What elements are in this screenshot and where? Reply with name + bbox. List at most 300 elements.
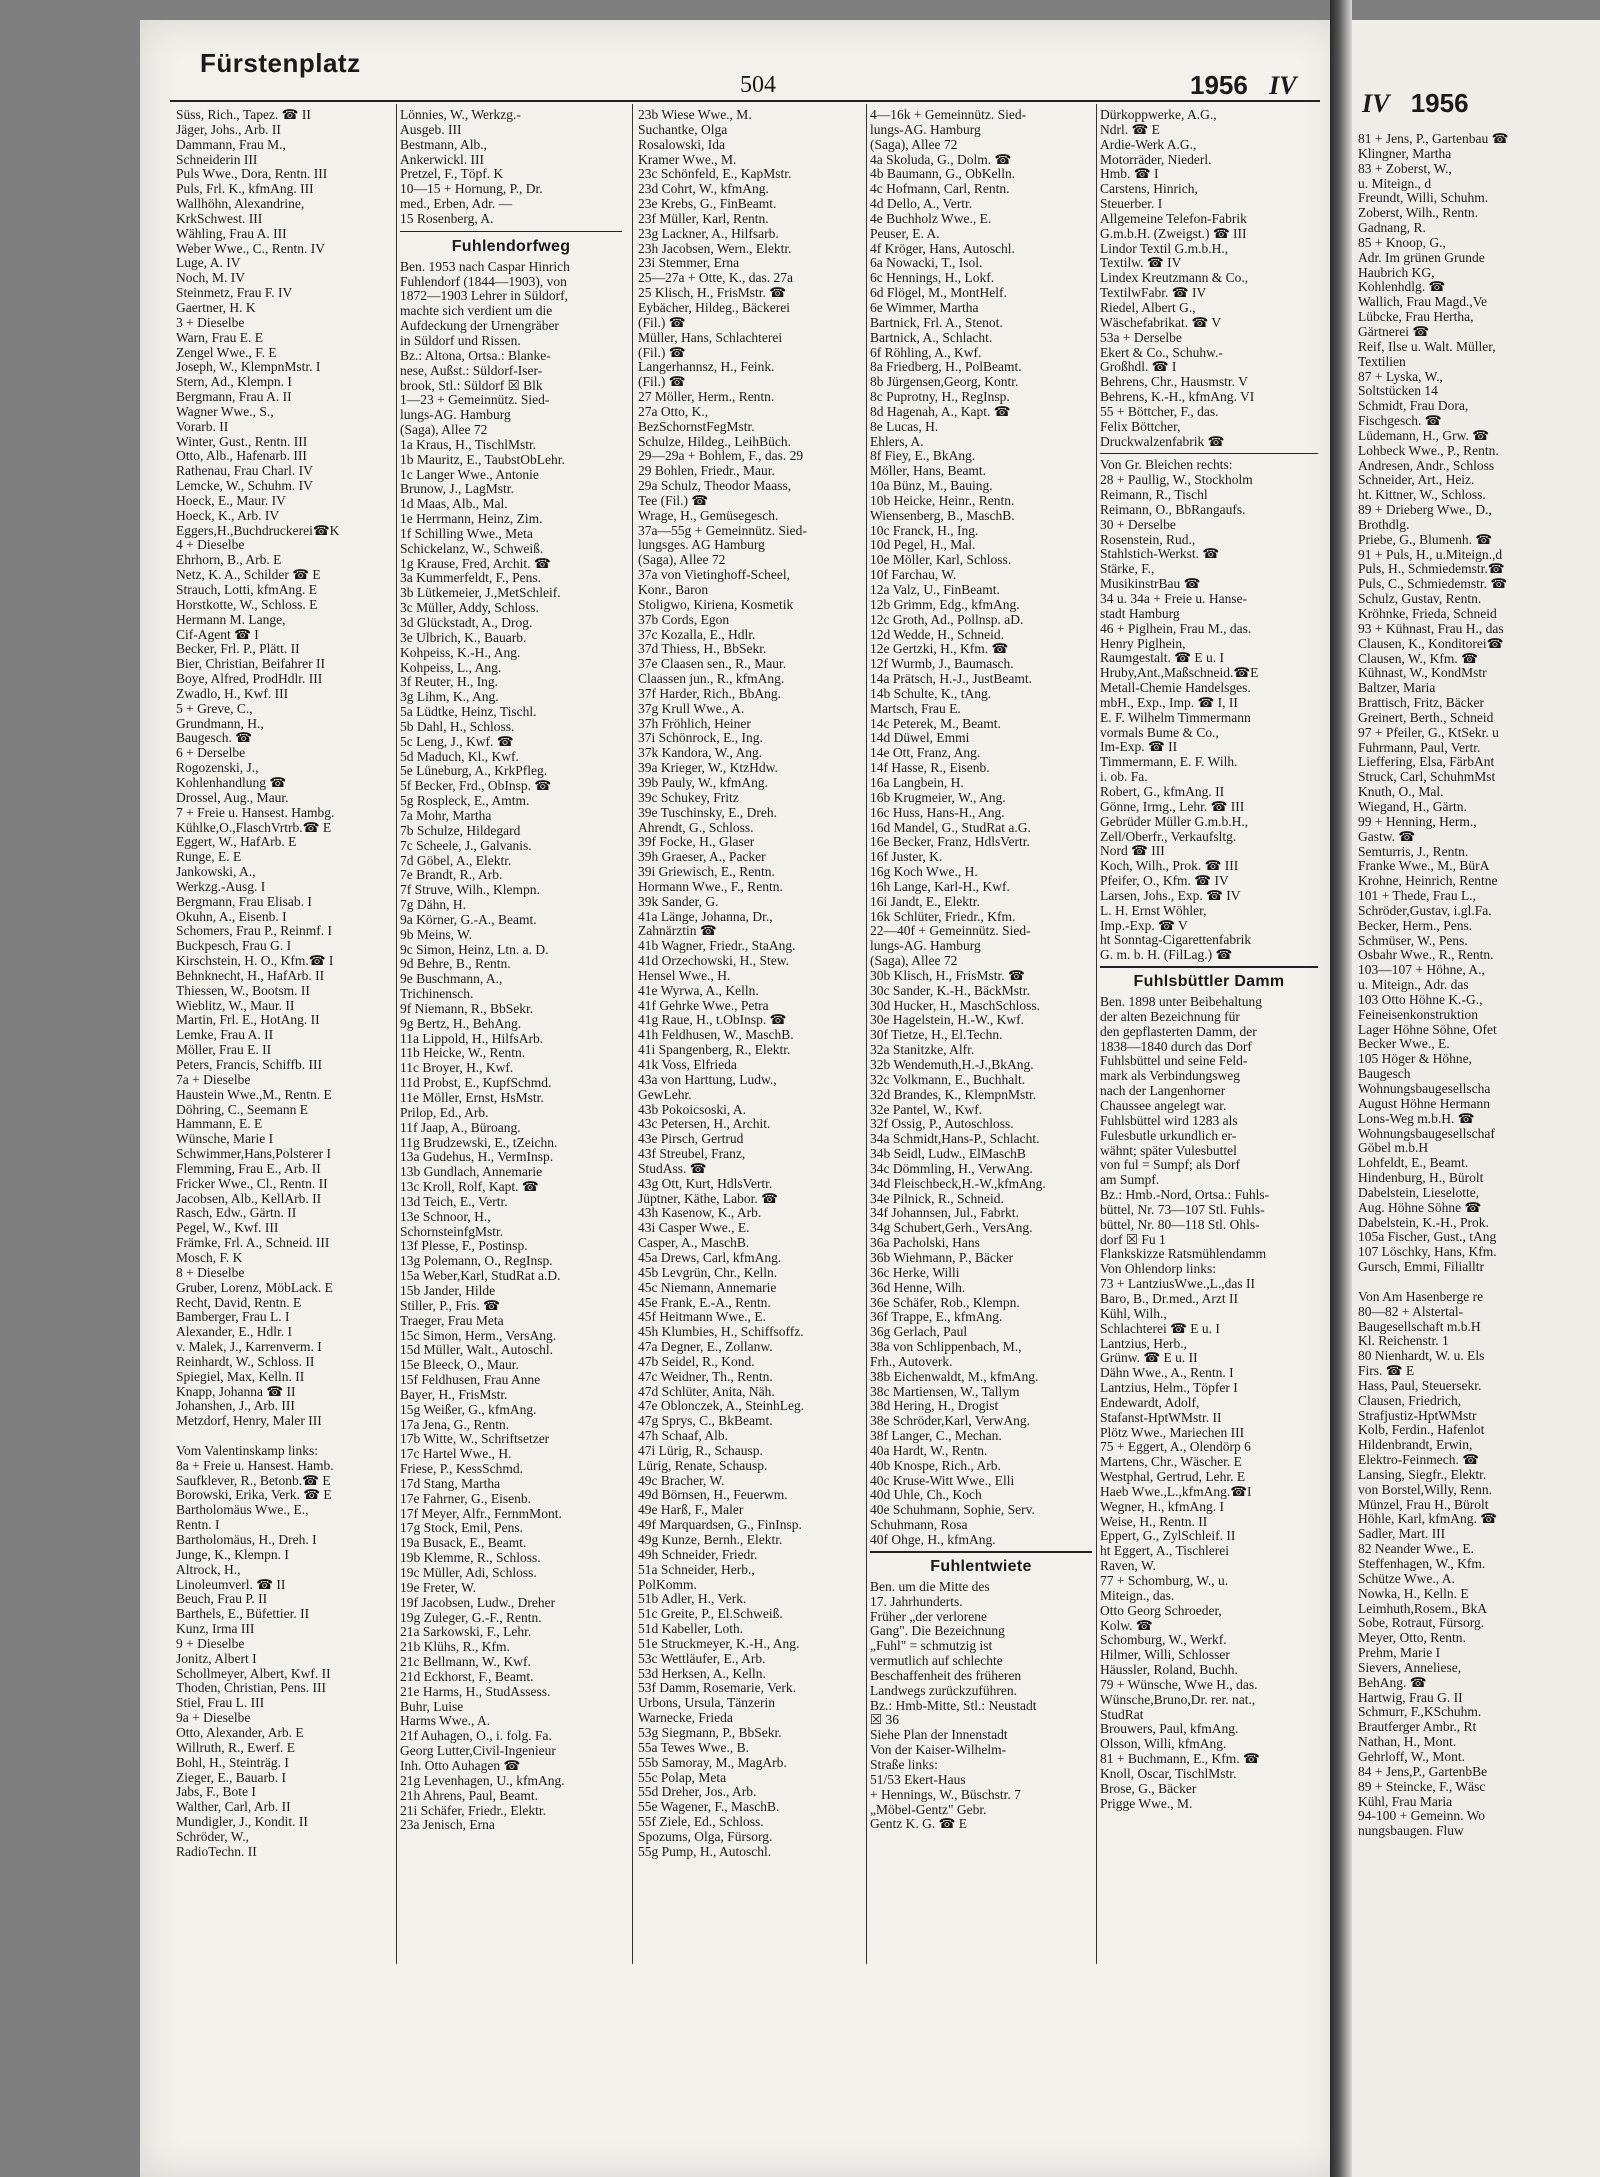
directory-entry: KrkSchwest. III <box>176 211 263 226</box>
directory-entry: 1e Herrmann, Heinz, Zim. <box>400 512 543 527</box>
directory-entry: 8f Fiey, E., BkAng. <box>870 449 976 464</box>
directory-entry: 23g Lackner, A., Hilfsarb. <box>638 226 779 241</box>
directory-entry: 12d Wedde, H., Schneid. <box>870 627 1005 642</box>
directory-entry: Werkzg.-Ausg. I <box>176 879 266 894</box>
directory-entry: 37a von Vietinghoff-Scheel, <box>638 568 791 583</box>
right-page-header <box>1362 88 1469 119</box>
directory-entry: Leimhuth,Rosem., BkA <box>1358 1601 1487 1616</box>
directory-entry: SchornsteinfgMstr. <box>400 1224 504 1239</box>
directory-entry: 43i Casper Wwe., E. <box>638 1221 750 1236</box>
directory-entry: Thoden, Christian, Pens. III <box>176 1681 326 1696</box>
directory-entry: Sobe, Rotraut, Fürsorg. <box>1358 1616 1485 1631</box>
directory-entry: Lürig, Renate, Schausp. <box>638 1458 768 1473</box>
directory-entry: Bohl, H., Steinträg. I <box>176 1755 289 1770</box>
directory-entry: Raven, W. <box>1100 1559 1156 1574</box>
directory-entry: Strauch, Lotti, kfmAng. E <box>176 583 317 597</box>
directory-entry: 6a Nowacki, T., Isol. <box>870 256 983 271</box>
directory-entry: 16f Juster, K. <box>870 850 943 865</box>
column-divider <box>632 104 633 1964</box>
directory-entry: Steuerber. I <box>1100 197 1163 212</box>
directory-entry: Kl. Reichenstr. 1 <box>1358 1334 1449 1349</box>
directory-entry: Soltstücken 14 <box>1358 384 1438 399</box>
directory-entry: Otto, Alexander, Arb. E <box>176 1725 304 1740</box>
directory-entry: G.m.b.H. (Zweigst.) ☎ III <box>1100 226 1247 241</box>
directory-entry: 11d Probst, E., KupfSchmd. <box>400 1076 552 1091</box>
directory-entry: 34e Pilnick, R., Schneid. <box>870 1191 1004 1206</box>
directory-entry: Schröder,Gustav, i.gl.Fa. <box>1358 903 1492 918</box>
directory-entry: med., Erben, Adr. — <box>400 197 513 212</box>
directory-entry: 8a Friedberg, H., PolBeamt. <box>870 360 1022 375</box>
directory-entry: 43f Streubel, Franz, <box>638 1147 746 1162</box>
column-2 <box>400 108 622 1833</box>
directory-entry: Zieger, E., Bauarb. I <box>176 1770 287 1785</box>
directory-entry: Steffenhagen, W., Kfm. <box>1358 1557 1486 1571</box>
directory-entry: 4d Dello, A., Vertr. <box>870 197 973 212</box>
column-5 <box>1100 108 1318 1812</box>
directory-entry: Haubrich KG, <box>1358 265 1435 280</box>
directory-entry: Grünw. ☎ E u. II <box>1100 1351 1198 1366</box>
directory-entry: machte sich verdient um die <box>400 304 553 319</box>
directory-entry: Klingner, Martha <box>1358 146 1452 161</box>
directory-entry: Hmb. ☎ I <box>1100 167 1159 182</box>
directory-entry: Prigge Wwe., M. <box>1100 1796 1193 1811</box>
directory-entry: Thiessen, W., Bootsm. II <box>176 983 310 998</box>
directory-entry: 34a Schmidt,Hans-P., Schlacht. <box>870 1132 1040 1147</box>
directory-entry: 36e Schäfer, Rob., Klempn. <box>870 1295 1020 1310</box>
directory-entry: Wrage, H., Gemüsegesch. <box>638 508 779 523</box>
directory-entry: 32a Stanitzke, Alfr. <box>870 1043 975 1058</box>
directory-entry: Großhdl. ☎ I <box>1100 360 1177 375</box>
directory-entry: 11e Möller, Ernst, HsMstr. <box>400 1091 544 1105</box>
directory-entry: Reimann, O., BbRangaufs. <box>1100 502 1246 517</box>
directory-entry: 39i Griewisch, E., Rentn. <box>638 865 775 880</box>
directory-entry: 15g Weißer, G., kfmAng. <box>400 1402 537 1417</box>
directory-entry: 12e Gertzki, H., Kfm. ☎ <box>870 642 1009 657</box>
directory-entry: 27 Möller, Herm., Rentn. <box>638 390 775 405</box>
directory-entry: (Saga), Allee 72 <box>400 423 488 438</box>
directory-entry: 40b Knospe, Rich., Arb. <box>870 1458 1001 1473</box>
directory-entry: Otto, Alb., Hafenarb. III <box>176 449 307 464</box>
directory-entry: 84 + Jens,P., GartenbBe <box>1358 1764 1488 1779</box>
directory-entry: 6e Wimmer, Martha <box>870 300 979 315</box>
directory-entry: Strafjustiz-HptWMstr <box>1358 1408 1477 1423</box>
directory-entry: Münzel, Frau H., Bürolt <box>1358 1497 1489 1512</box>
directory-entry: 17a Jena, G., Rentn. <box>400 1417 510 1432</box>
directory-entry: Pfeifer, O., Kfm. ☎ IV <box>1100 874 1229 889</box>
directory-entry: August Höhne Hermann <box>1358 1096 1490 1111</box>
directory-entry: Ben. 1953 nach Caspar Hinrich <box>400 259 570 274</box>
directory-entry: Horstkotte, W., Schloss. E <box>176 597 318 612</box>
directory-entry: Hensel Wwe., H. <box>638 968 731 983</box>
directory-entry: 105a Fischer, Gust., tAng <box>1358 1230 1497 1245</box>
directory-entry: Adr. Im grünen Grunde <box>1358 250 1485 265</box>
directory-entry: Brose, G., Bäcker <box>1100 1781 1197 1796</box>
directory-entry: Von Ohlendorp links: <box>1100 1262 1217 1277</box>
directory-entry: Göbel m.b.H <box>1358 1141 1429 1156</box>
directory-entry: Schlachterei ☎ E u. I <box>1100 1321 1220 1336</box>
directory-entry: 15b Jander, Hilde <box>400 1283 496 1298</box>
directory-entry: 37i Schönrock, E., Ing. <box>638 731 763 746</box>
directory-entry: 53a + Derselbe <box>1100 330 1182 345</box>
directory-entry: 49d Börnsen, H., Feuerwm. <box>638 1488 788 1503</box>
directory-entry: 21f Auhagen, O., i. folg. Fa. <box>400 1729 552 1744</box>
directory-entry: 37k Kandora, W., Ang. <box>638 746 763 761</box>
directory-entry: 12b Grimm, Edg., kfmAng. <box>870 597 1020 612</box>
directory-entry: 29—29a + Bohlem, F., das. 29 <box>638 449 804 464</box>
directory-entry: Felix Böttcher, <box>1100 419 1181 434</box>
directory-entry: 8d Hagenah, A., Kapt. ☎ <box>870 404 1011 419</box>
directory-entry: Bz.: Hmb.-Nord, Ortsa.: Fuhls- <box>1100 1188 1270 1203</box>
directory-entry: Prehm, Marie I <box>1358 1646 1441 1661</box>
directory-entry: 39c Schukey, Fritz <box>638 790 739 805</box>
directory-entry: Weber Wwe., C., Rentn. IV <box>176 241 326 256</box>
directory-entry: 5g Rospleck, E., Amtm. <box>400 794 530 809</box>
directory-entry: Kohpeiss, L., Ang. <box>400 660 502 675</box>
directory-entry: 6 + Derselbe <box>176 746 246 761</box>
directory-entry: Höhle, Karl, kfmAng. ☎ <box>1358 1512 1498 1527</box>
directory-entry: Junge, K., Klempn. I <box>176 1547 289 1562</box>
directory-entry: Früher „der verlorene <box>870 1609 987 1624</box>
directory-entry: Bartholomäus, H., Dreh. I <box>176 1533 317 1547</box>
directory-entry: Wäschefabrikat. ☎ V <box>1100 315 1222 330</box>
directory-entry: 83 + Zoberst, W., <box>1358 161 1452 176</box>
directory-entry: Lübcke, Frau Hertha, <box>1358 310 1474 325</box>
directory-entry: Suchantke, Olga <box>638 122 728 137</box>
directory-entry: Metzdorf, Henry, Maler III <box>176 1414 322 1429</box>
directory-entry: 6c Hennings, H., Lokf. <box>870 271 995 286</box>
directory-entry: Ankerwickl. III <box>400 152 484 167</box>
page-number: 504 <box>740 72 776 98</box>
directory-entry: 28 + Paullig, W., Stockholm <box>1100 473 1253 488</box>
directory-entry: Eppert, G., ZylSchleif. II <box>1100 1529 1236 1544</box>
directory-entry: Ndrl. ☎ E <box>1100 122 1160 137</box>
directory-entry: 41k Voss, Elfrieda <box>638 1058 737 1072</box>
directory-entry <box>176 1429 384 1444</box>
directory-entry: Schmüser, W., Pens. <box>1358 933 1468 948</box>
directory-entry: Puls, Frl. K., kfmAng. III <box>176 182 314 197</box>
directory-entry: Becker Wwe., E. <box>1358 1037 1450 1052</box>
directory-entry: 53d Herksen, A., Kelln. <box>638 1666 766 1681</box>
directory-entry: 37b Cords, Egon <box>638 612 730 627</box>
directory-entry: Möller, Frau E. II <box>176 1043 272 1058</box>
directory-entry: Ben. 1898 unter Beibehaltung <box>1100 995 1262 1010</box>
directory-entry: 5 + Greve, C., <box>176 701 253 716</box>
directory-entry: 75 + Eggert, A., Olendörp 6 <box>1100 1440 1251 1455</box>
directory-entry: Stiller, P., Fris. ☎ <box>400 1298 500 1313</box>
directory-entry: 55 + Böttcher, F., das. <box>1100 404 1219 419</box>
directory-entry: Riedel, Albert G., <box>1100 300 1196 315</box>
directory-entry: Hormann Wwe., F., Rentn. <box>638 879 783 894</box>
directory-entry: 47b Seidel, R., Kond. <box>638 1354 755 1369</box>
directory-entry: Harms Wwe., A. <box>400 1714 491 1729</box>
directory-entry: Prilop, Ed., Arb. <box>400 1105 489 1120</box>
directory-entry: 47i Lürig, R., Schausp. <box>638 1443 763 1458</box>
directory-entry: 47e Oblonczek, A., SteinhLeg. <box>638 1399 805 1414</box>
section-rule <box>400 231 622 232</box>
directory-entry: 107 Löschky, Hans, Kfm. <box>1358 1245 1497 1260</box>
directory-entry: Jüptner, Käthe, Labor. ☎ <box>638 1191 778 1206</box>
section-rule <box>1100 966 1318 968</box>
directory-entry: Peuser, E. A. <box>870 226 940 241</box>
directory-entry: 55g Pump, H., Autoschl. <box>638 1844 772 1859</box>
directory-entry: 15 Rosenberg, A. <box>400 211 494 226</box>
directory-entry: 43c Petersen, H., Archit. <box>638 1117 771 1132</box>
directory-entry: 49g Kunze, Bernh., Elektr. <box>638 1533 783 1547</box>
directory-entry: Kühlke,O.,FlaschVrtrb.☎ E <box>176 820 332 835</box>
directory-entry: Im-Exp. ☎ II <box>1100 740 1178 755</box>
directory-entry: 39h Graeser, A., Packer <box>638 850 766 865</box>
directory-entry: 17c Hartel Wwe., H. <box>400 1447 512 1462</box>
directory-entry: 80—82 + Alstertal- <box>1358 1304 1464 1319</box>
directory-entry: 6d Flögel, M., MontHelf. <box>870 286 1007 301</box>
directory-entry: 97 + Pfeiler, G., KtSekr. u <box>1358 725 1499 740</box>
directory-entry: Bergmann, Frau A. II <box>176 390 292 405</box>
directory-entry: 10e Möller, Karl, Schloss. <box>870 553 1012 568</box>
directory-entry: 41a Länge, Johanna, Dr., <box>638 909 773 924</box>
directory-entry: 7b Schulze, Hildegard <box>400 823 521 838</box>
directory-entry: MusikinstrBau ☎ <box>1100 577 1201 592</box>
directory-entry: Metall-Chemie Handelsges. <box>1100 681 1251 696</box>
directory-entry: 19g Zuleger, G.-F., Rentn. <box>400 1610 542 1625</box>
directory-entry: Chaussee angelegt war. <box>1100 1099 1227 1113</box>
directory-entry: Textilw. ☎ IV <box>1100 256 1182 271</box>
directory-entry: 13d Teich, E., Vertr. <box>400 1194 508 1209</box>
directory-entry: 23b Wiese Wwe., M. <box>638 108 752 122</box>
directory-entry: nungsbaugen. Fluw <box>1358 1824 1464 1839</box>
directory-entry: Eybächer, Hildeg., Bäckerei <box>638 300 791 315</box>
directory-entry: Wiensenberg, B., MaschB. <box>870 508 1015 523</box>
directory-entry: ☒ 36 <box>870 1713 899 1728</box>
directory-entry: 41f Gehrke Wwe., Petra <box>638 998 769 1013</box>
directory-entry: 16e Becker, Franz, HdlsVertr. <box>870 835 1030 850</box>
directory-entry: am Sumpf. <box>1100 1173 1160 1188</box>
directory-entry: 73 + LantziusWwe.,L.,das II <box>1100 1277 1255 1292</box>
directory-entry: Fuhlsbüttel und seine Feld- <box>1100 1054 1248 1069</box>
directory-entry: Lager Höhne Söhne, Ofet <box>1358 1022 1497 1037</box>
directory-entry: Rosenstein, Rud., <box>1100 532 1196 547</box>
directory-entry: 11c Broyer, H., Kwf. <box>400 1061 514 1076</box>
directory-entry: 23c Schönfeld, E., KapMstr. <box>638 167 792 182</box>
directory-entry: Hruby,Ant.,Maßschneid.☎E <box>1100 666 1259 681</box>
directory-entry: Stafanst-HptWMstr. II <box>1100 1410 1222 1425</box>
directory-entry: Främke, Frl. A., Schneid. III <box>176 1236 330 1251</box>
directory-entry: Wegner, H., kfmAng. I <box>1100 1499 1224 1514</box>
directory-entry: Baugesellschaft m.b.H <box>1358 1319 1481 1334</box>
directory-entry: 3b Lütkemeier, J.,MetSchleif. <box>400 586 561 601</box>
directory-entry: Zoberst, Wilh., Rentn. <box>1358 206 1478 221</box>
directory-entry: 23a Jenisch, Erna <box>400 1818 495 1833</box>
directory-entry: Behrens, K.-H., kfmAng. VI <box>1100 390 1255 405</box>
directory-entry: 17. Jahrhunderts. <box>870 1594 963 1609</box>
directory-entry: Mundigler, J., Kondit. II <box>176 1815 308 1830</box>
street-heading: Fuhlentwiete <box>930 1557 1032 1575</box>
directory-entry: 4f Kröger, Hans, Autoschl. <box>870 241 1015 256</box>
directory-entry: lungs-AG. Hamburg <box>400 408 511 423</box>
directory-entry: 55c Polap, Meta <box>638 1770 727 1785</box>
directory-entry: 41e Wyrwa, A., Kelln. <box>638 983 759 998</box>
directory-entry: (Saga), Allee 72 <box>870 954 958 969</box>
directory-entry: brook, Stl.: Süldorf ☒ Blk <box>400 378 543 393</box>
directory-entry: lungs-AG. Hamburg <box>870 939 981 954</box>
directory-entry: 25—27a + Otte, K., das. 27a <box>638 271 793 286</box>
directory-entry: 37f Harder, Rich., BbAng. <box>638 686 782 701</box>
directory-entry: Kirschstein, H. O., Kfm.☎ I <box>176 954 334 969</box>
directory-entry: Georg Lutter,Civil-Ingenieur <box>400 1744 556 1759</box>
directory-entry: Altrock, H., <box>176 1562 241 1577</box>
directory-entry: (Fil.) ☎ <box>638 375 686 390</box>
directory-entry: 17g Stock, Emil, Pens. <box>400 1521 524 1536</box>
directory-entry: L. H. Ernst Wöhler, <box>1100 903 1207 918</box>
directory-entry: Flankskizze Ratsmühlendamm <box>1100 1247 1267 1262</box>
directory-entry: Warn, Frau E. E <box>176 330 264 345</box>
directory-entry: Bartholomäus Wwe., E., <box>176 1503 309 1518</box>
directory-entry: 9e Buschmann, A., <box>400 972 503 987</box>
directory-entry: Ardie-Werk A.G., <box>1100 137 1197 152</box>
directory-entry: (Fil.) ☎ <box>638 315 686 330</box>
directory-entry: Bestmann, Alb., <box>400 137 487 152</box>
directory-entry: i. ob. Fa. <box>1100 770 1148 785</box>
directory-entry: Stern, Ad., Klempn. I <box>176 375 292 390</box>
directory-entry: lungsges. AG Hamburg <box>638 538 765 553</box>
directory-entry: Winter, Gust., Rentn. III <box>176 434 308 449</box>
directory-entry: Bayer, H., FrisMstr. <box>400 1387 508 1402</box>
directory-entry: Tee (Fil.) ☎ <box>638 493 709 508</box>
directory-entry: Drossel, Aug., Maur. <box>176 790 289 805</box>
directory-entry: Frh., Autoverk. <box>870 1354 953 1369</box>
directory-entry: Wieblitz, W., Maur. II <box>176 998 295 1013</box>
directory-entry: 5d Maduch, Kl., Kwf. <box>400 749 519 764</box>
directory-entry: 17f Meyer, Alfr., FernmMont. <box>400 1506 562 1521</box>
directory-entry: 23f Müller, Karl, Rentn. <box>638 211 769 226</box>
directory-entry: Kohpeiss, K.-H., Ang. <box>400 645 521 660</box>
directory-entry: u. Miteign., Adr. das <box>1358 978 1469 993</box>
directory-entry: Osbahr Wwe., R., Rentn. <box>1358 948 1494 963</box>
directory-entry: dorf ☒ Fu 1 <box>1100 1232 1166 1247</box>
directory-entry: Kühl, Wilh., <box>1100 1306 1167 1321</box>
directory-entry: von ful = Sumpf; als Dorf <box>1100 1158 1240 1173</box>
directory-entry: 32f Ossig, P., Autoschloss. <box>870 1117 1014 1132</box>
directory-entry: 4 + Dieselbe <box>176 538 245 553</box>
directory-entry: 77 + Schomburg, W., u. <box>1100 1574 1229 1588</box>
directory-entry: 3g Lihm, K., Ang. <box>400 690 499 705</box>
directory-entry: Eggers,H.,Buchdruckerei☎K <box>176 523 340 538</box>
directory-entry: 16h Lange, Karl-H., Kwf. <box>870 879 1010 894</box>
directory-entry: Reif, Ilse u. Walt. Müller, <box>1358 339 1496 354</box>
directory-entry: Lohfeldt, E., Beamt. <box>1358 1156 1469 1171</box>
directory-entry: Struck, Carl, SchuhmMst <box>1358 770 1496 785</box>
directory-entry: Lüdemann, H., Grw. ☎ <box>1358 428 1490 443</box>
directory-entry: 40e Schuhmann, Sophie, Serv. <box>870 1503 1035 1518</box>
directory-entry: 4b Baumann, G., ObKelln. <box>870 167 1016 182</box>
directory-entry: Lansing, Siegfr., Elektr. <box>1358 1467 1487 1482</box>
directory-entry: Gentz K. G. ☎ E <box>870 1817 968 1832</box>
directory-entry: 14e Ott, Franz, Ang. <box>870 746 981 761</box>
directory-entry: 30 + Derselbe <box>1100 517 1176 532</box>
directory-entry: 47a Degner, E., Zollanw. <box>638 1340 773 1355</box>
directory-entry: Gönne, Irmg., Lehr. ☎ III <box>1100 799 1245 814</box>
directory-entry: Claassen jun., R., kfmAng. <box>638 672 785 687</box>
directory-entry: Johanshen, J., Arb. III <box>176 1399 295 1414</box>
directory-entry: von Borstel,Willy, Renn. <box>1358 1482 1492 1497</box>
directory-entry: 16i Jandt, E., Elektr. <box>870 894 980 909</box>
right-page-year: 1956 <box>1410 88 1469 118</box>
directory-entry: 43e Pirsch, Gertrud <box>638 1132 744 1147</box>
directory-entry: 7e Brandt, R., Arb. <box>400 868 503 883</box>
directory-entry: Fuhlendorf (1844—1903), von <box>400 274 567 289</box>
directory-entry: 1—23 + Gemeinnütz. Sied- <box>400 393 550 408</box>
section-rule <box>1100 453 1318 454</box>
directory-entry: 30b Klisch, H., FrisMstr. ☎ <box>870 968 1025 983</box>
directory-entry: 43h Kasenow, K., Arb. <box>638 1206 762 1221</box>
directory-entry: Motorräder, Niederl. <box>1100 152 1212 167</box>
directory-entry: 17d Stang, Martha <box>400 1476 501 1491</box>
directory-entry: Spiegiel, Max, Kelln. II <box>176 1369 305 1384</box>
directory-entry: Casper, A., MaschB. <box>638 1236 750 1251</box>
directory-entry: Lieffering, Elsa, FärbAnt <box>1358 755 1495 770</box>
directory-entry: Bamberger, Frau L. I <box>176 1310 290 1325</box>
directory-entry: 16b Krugmeier, W., Ang. <box>870 790 1006 805</box>
directory-entry: 21a Sarkowski, F., Lehr. <box>400 1625 532 1640</box>
directory-entry: 45b Levgrün, Chr., Kelln. <box>638 1265 778 1280</box>
street-heading: Fuhlsbüttler Damm <box>1133 973 1285 991</box>
right-page <box>1352 20 1600 2177</box>
directory-entry: Fuhlsbüttel wird 1283 als <box>1100 1113 1238 1128</box>
directory-entry: Wallhöhn, Alexandrine, <box>176 197 305 212</box>
directory-entry: Haustein Wwe.,M., Rentn. E <box>176 1087 332 1102</box>
directory-entry: Lindex Kreutzmann & Co., <box>1100 271 1249 286</box>
directory-entry: ht Eggert, A., Tischlerei <box>1100 1544 1229 1559</box>
directory-entry: 1f Schilling Wwe., Meta <box>400 526 533 541</box>
directory-entry: Andresen, Andr., Schloss <box>1358 458 1495 473</box>
directory-entry: 85 + Knoop, G., <box>1358 235 1446 250</box>
directory-entry: Zell/Oberfr., Verkaufsltg. <box>1100 829 1237 844</box>
directory-entry: 36d Henne, Wilh. <box>870 1280 966 1295</box>
directory-entry: Dähn Wwe., A., Rentn. I <box>1100 1366 1234 1381</box>
directory-entry: 21d Eckhorst, F., Beamt. <box>400 1669 534 1684</box>
directory-entry: 21b Klühs, R., Kfm. <box>400 1640 510 1655</box>
directory-entry: 45f Heitmann Wwe., E. <box>638 1310 766 1325</box>
directory-entry: 21c Bellmann, W., Kwf. <box>400 1655 531 1670</box>
directory-entry: mbH., Exp., Imp. ☎ I, II <box>1100 695 1238 710</box>
directory-entry: Peters, Francis, Schiffb. III <box>176 1058 322 1072</box>
column-1 <box>176 108 384 1860</box>
directory-entry: Gruber, Lorenz, MöbLack. E <box>176 1280 333 1295</box>
directory-entry: 49c Bracher, W. <box>638 1473 725 1488</box>
directory-entry: 36b Wiehmann, P., Bäcker <box>870 1250 1014 1265</box>
directory-entry: 21e Harms, H., StudAssess. <box>400 1684 551 1699</box>
directory-entry: 43g Ott, Kurt, HdlsVertr. <box>638 1176 773 1191</box>
directory-entry: nese, Außst.: Süldorf-Iser- <box>400 363 543 378</box>
directory-entry: Straße links: <box>870 1757 938 1772</box>
directory-entry: 34f Johannsen, Jul., Fabrkt. <box>870 1206 1019 1221</box>
directory-entry: 16g Koch Wwe., H. <box>870 865 978 880</box>
directory-entry: Brothdlg. <box>1358 517 1410 532</box>
directory-entry: 19e Freter, W. <box>400 1580 476 1595</box>
directory-entry: Puls, H., Schmiedemstr.☎ <box>1358 562 1505 577</box>
directory-entry: 8a + Freie u. Hansest. Hamb. <box>176 1458 334 1473</box>
directory-entry: 47h Schaaf, Alb. <box>638 1429 728 1444</box>
directory-entry: Jäger, Johs., Arb. II <box>176 122 281 137</box>
directory-entry: 12f Wurmb, J., Baumasch. <box>870 657 1014 672</box>
directory-entry: 30c Sander, K.-H., BäckMstr. <box>870 983 1030 998</box>
directory-entry: 47d Schlüter, Anita, Näh. <box>638 1384 775 1399</box>
directory-entry: Franke Wwe., M., BürA <box>1358 859 1490 874</box>
directory-entry: Trichinensch. <box>400 987 474 1002</box>
directory-entry: Priebe, G., Blumenh. ☎ <box>1358 532 1493 547</box>
directory-entry: Pretzel, F., Töpf. K <box>400 167 504 182</box>
directory-entry: 10c Franck, H., Ing. <box>870 523 979 538</box>
directory-entry: Feineisenkonstruktion <box>1358 1007 1478 1022</box>
